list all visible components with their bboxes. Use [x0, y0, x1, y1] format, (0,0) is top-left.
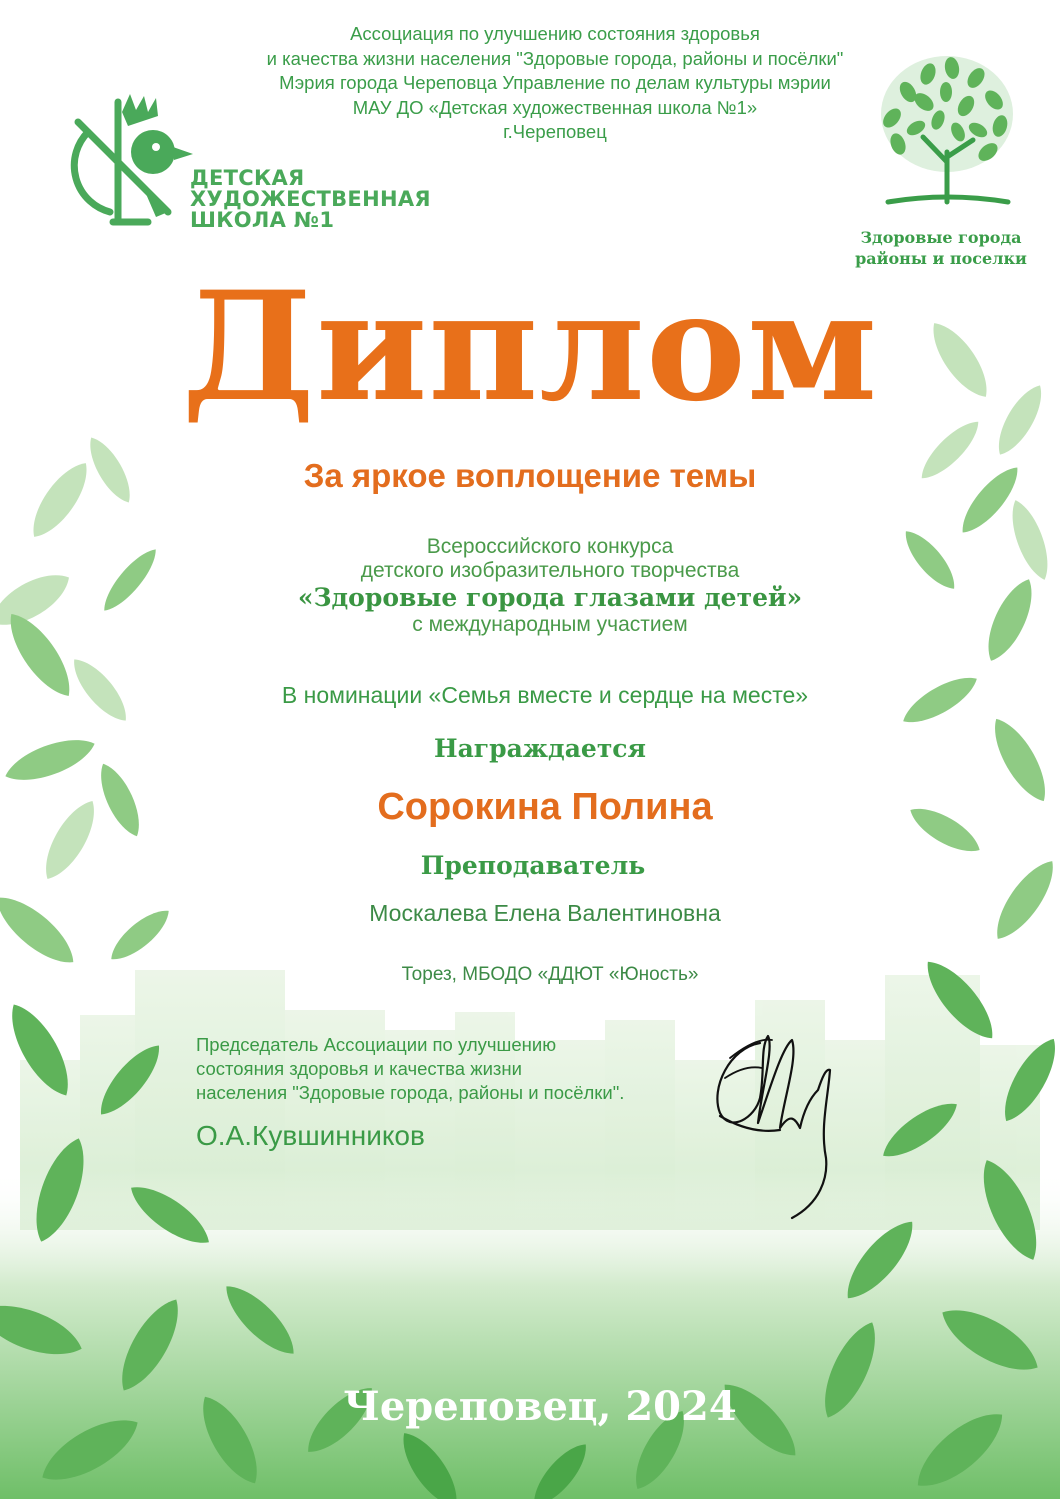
contest-line: Всероссийского конкурса	[426, 535, 674, 558]
contest-name: «Здоровые города глазами детей»	[297, 583, 803, 612]
chairman-line: населения "Здоровые города, районы и посёлки".	[196, 1082, 625, 1103]
contest-line: детского изобразительного творчества	[360, 559, 740, 582]
chairman-line: состояния здоровья и качества жизни	[196, 1058, 522, 1079]
footer-city-year: Череповец, 2024	[343, 1383, 737, 1430]
tree-icon	[868, 52, 1026, 220]
school-name-line: ХУДОЖЕСТВЕННАЯ	[190, 187, 431, 211]
awarded-label: Награждается	[433, 734, 646, 763]
header-line: г.Череповец	[503, 121, 607, 142]
winner-name: Сорокина Полина	[377, 786, 713, 828]
header-line: Ассоциация по улучшению состояния здоровья	[350, 23, 760, 44]
header-line: и качества жизни населения "Здоровые города, районы и посёлки"	[266, 47, 844, 69]
school-name-line: ШКОЛА №1	[190, 208, 335, 232]
chairman-title	[196, 1033, 624, 1105]
signature-icon	[700, 1018, 850, 1228]
school-name	[190, 168, 431, 231]
teacher-name: Москалева Елена Валентиновна	[369, 900, 721, 926]
chairman-line: Председатель Ассоциации по улучшению	[196, 1034, 557, 1055]
header-line: МАУ ДО «Детская художественная школа №1»	[352, 96, 758, 118]
teacher-label: Преподаватель	[420, 851, 646, 880]
healthy-cities-line: Здоровые города	[860, 228, 1022, 247]
art-school-emblem-icon	[58, 92, 198, 232]
header-organizations	[150, 22, 960, 145]
diploma-title: Диплом	[181, 259, 879, 435]
header-line: Мэрия города Череповца Управление по делам культуры мэрии	[279, 72, 831, 93]
diploma-subtitle: За яркое воплощение темы	[303, 457, 757, 494]
nomination: В номинации «Семья вместе и сердце на месте»	[281, 682, 809, 708]
healthy-cities-line: районы и поселки	[855, 249, 1027, 268]
contest-line: с международным участием	[412, 613, 688, 636]
chairman-name: О.А.Кувшинников	[196, 1120, 425, 1151]
contest-description	[20, 535, 1060, 637]
organization: Торез, МБОДО «ДДЮТ «Юность»	[401, 964, 699, 985]
school-name-line: ДЕТСКАЯ	[190, 166, 305, 190]
